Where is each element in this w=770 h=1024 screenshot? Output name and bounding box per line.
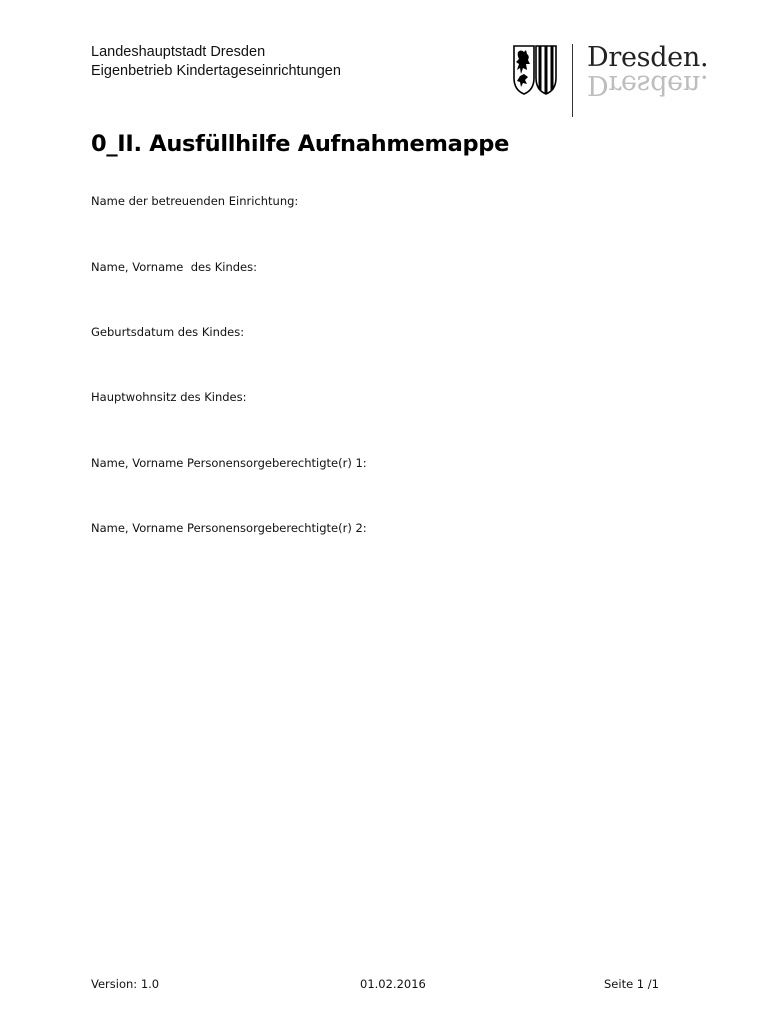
field-label-child-name: Name, Vorname des Kindes:: [91, 260, 257, 274]
logo-divider: [572, 44, 573, 117]
field-label-child-birthdate: Geburtsdatum des Kindes:: [91, 325, 245, 339]
field-label-guardian-2: Name, Vorname Personensorgeberechtigte(r) 2:: [91, 521, 367, 535]
footer-page-number: Seite 1 /1: [604, 977, 659, 991]
organization-name: Landeshauptstadt Dresden: [91, 44, 266, 60]
footer-date: 01.02.2016: [360, 977, 426, 991]
field-label-facility: Name der betreuenden Einrichtung:: [91, 194, 299, 208]
field-label-guardian-1: Name, Vorname Personensorgeberechtigte(r) 1:: [91, 456, 367, 470]
organization-department: Eigenbetrieb Kindertageseinrichtungen: [91, 63, 341, 79]
organization-header: [91, 43, 341, 81]
dresden-logo: [512, 44, 712, 120]
dresden-coat-of-arms-icon: [512, 44, 558, 96]
logo-wordmark: Dresden.: [587, 42, 709, 73]
logo-wordmark-reflection: Dresden.: [587, 69, 709, 100]
field-label-child-residence: Hauptwohnsitz des Kindes:: [91, 390, 247, 404]
footer-version: Version: 1.0: [91, 977, 160, 991]
page-title: 0_II. Ausfüllhilfe Aufnahmemappe: [91, 131, 510, 157]
